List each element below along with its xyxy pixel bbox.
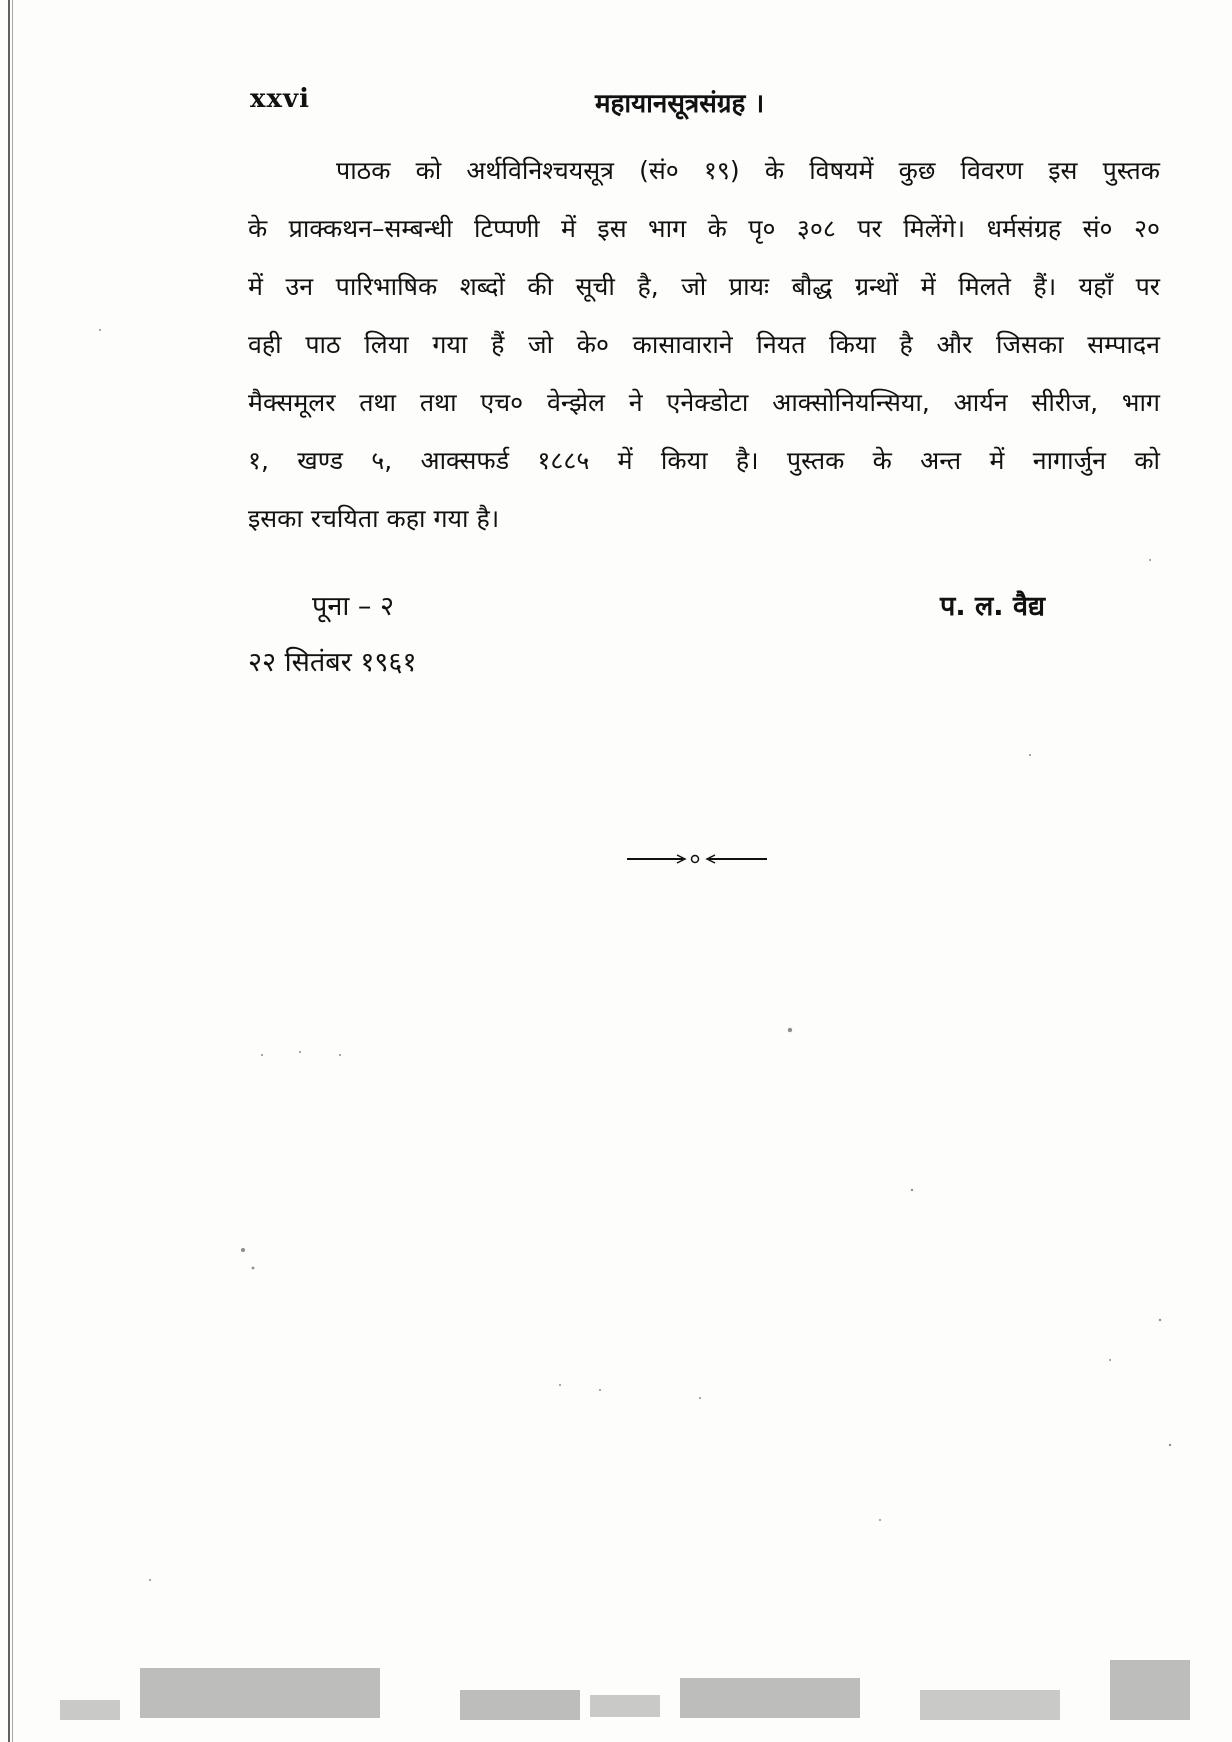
running-title: महायानसूत्रसंग्रह । — [595, 89, 765, 119]
page-number: xxvi — [250, 84, 310, 114]
paragraph-line: वही पाठ लिया गया हैं जो के० कासावाराने नियत किया है और जिसका सम्पादन — [248, 330, 1160, 359]
paragraph-line: पाठक को अर्थविनिश्चयसूत्र (सं० १९) के विषयमें कुछ विवरण इस पुस्तक — [336, 156, 1160, 185]
paragraph-line: १, खण्ड ५, आक्सफर्ड १८८५ में किया है। पुस्तक के अन्त में नागार्जुन को — [248, 446, 1160, 475]
author-signature: प. ल. वैद्य — [940, 591, 1045, 622]
paragraph-line: इसका रचयिता कहा गया है। — [248, 504, 500, 533]
paragraph-line: मैक्समूलर तथा तथा एच० वेन्झेल ने एनेक्डोटा आक्सोनियन्सिया, आर्यन सीरीज, भाग — [248, 388, 1160, 417]
date-line: २२ सितंबर १९६१ — [248, 647, 417, 678]
place-line: पूना – २ — [312, 591, 395, 622]
paragraph-line: के प्राक्कथन–सम्बन्धी टिप्पणी में इस भाग के पृ० ३०८ पर मिलेंगे। धर्मसंग्रह सं० २० — [248, 214, 1160, 243]
paragraph-line: में उन पारिभाषिक शब्दों की सूची है, जो प्रायः बौद्ध ग्रन्थों में मिलते हैं। यहाँ पर — [248, 272, 1160, 301]
